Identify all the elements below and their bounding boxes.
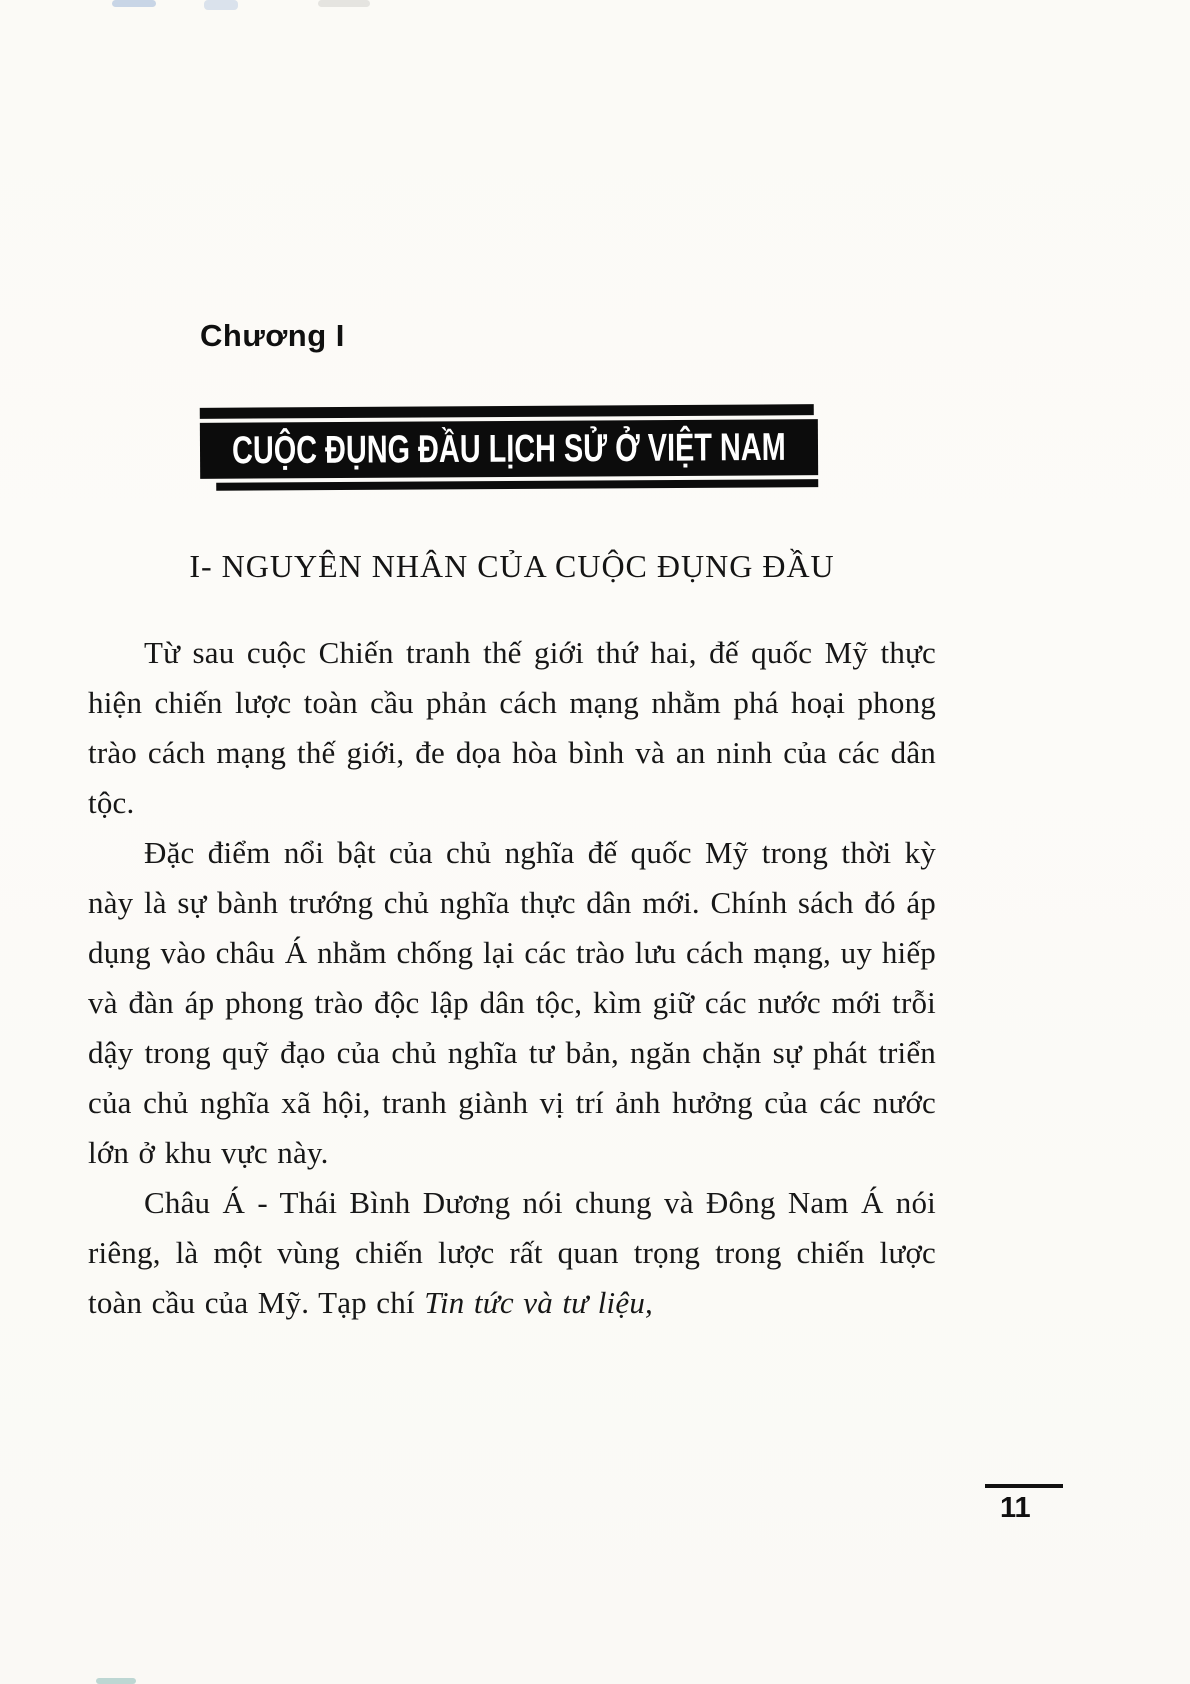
paragraph: Đặc điểm nổi bật của chủ nghĩa đế quốc Mỹ trong thời kỳ này là sự bành trướng chủ nghĩa thực dân mới. Chính sách đó áp dụng vào châu Á nhằm chống lại các trào lưu cách mạng, uy hiếp và đàn áp phong trào độc lập dân tộc, kìm giữ các nước mới trỗi dậy trong quỹ đạo của chủ nghĩa tư bản, ngăn chặn sự phát triển của chủ nghĩa xã hội, tranh giành vị trí ảnh hưởng của các nước lớn ở khu vực này. <box>88 835 936 1170</box>
chapter-title-banner <box>200 404 818 491</box>
section-heading: I- NGUYÊN NHÂN CỦA CUỘC ĐỤNG ĐẦU <box>189 548 835 584</box>
banner-top-strip <box>200 404 814 419</box>
cited-publication-title: Tin tức và tư liệu, <box>424 1285 653 1320</box>
paragraph-text: Châu Á - Thái Bình Dương nói chung và Đông Nam Á nói riêng, là một vùng chiến lược rất quan trọng trong chiến lược toàn cầu của Mỹ. Tạp chí <box>88 1185 936 1320</box>
chapter-label: Chương I <box>200 318 345 353</box>
page-number-rule <box>985 1484 1063 1488</box>
scan-artifact <box>112 0 156 7</box>
paragraph: Từ sau cuộc Chiến tranh thế giới thứ hai, đế quốc Mỹ thực hiện chiến lược toàn cầu phản cách mạng nhằm phá hoại phong trào cách mạng thế giới, đe dọa hòa bình và an ninh của các dân tộc. <box>88 635 936 820</box>
body-text <box>88 628 936 1328</box>
banner-bottom-strip <box>216 479 818 491</box>
scan-artifact <box>96 1678 136 1684</box>
banner-title: CUỘC ĐỤNG ĐẦU LỊCH SỬ Ở VIỆT NAM <box>232 425 786 472</box>
paragraph <box>88 1178 936 1328</box>
page-number: 11 <box>1000 1492 1031 1524</box>
scan-artifact <box>204 0 238 10</box>
banner-bar <box>200 419 818 479</box>
scan-artifact <box>318 0 370 7</box>
